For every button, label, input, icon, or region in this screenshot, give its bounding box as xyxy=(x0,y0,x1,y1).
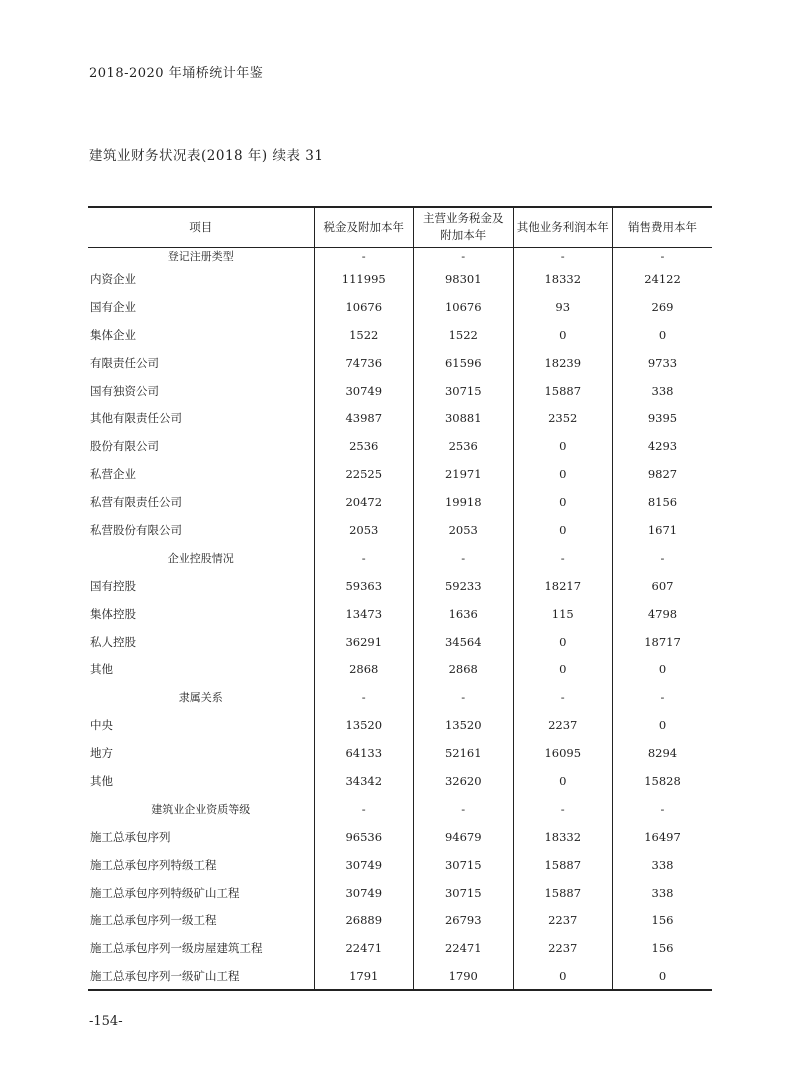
row-label: 有限责任公司 xyxy=(90,355,159,370)
cell-value: - xyxy=(414,247,514,265)
financial-table xyxy=(88,206,712,991)
cell-value: 0 xyxy=(513,460,613,488)
row-label: 其他 xyxy=(90,662,113,677)
cell-value: - xyxy=(513,247,613,265)
table-row xyxy=(88,293,712,321)
cell-value: - xyxy=(414,544,514,572)
cell-value: 30749 xyxy=(314,377,414,405)
table-body xyxy=(88,247,712,990)
cell-value: 2868 xyxy=(314,655,414,683)
table-row xyxy=(88,851,712,879)
table-row xyxy=(88,934,712,962)
cell-value: 9827 xyxy=(613,460,713,488)
cell-value: 18717 xyxy=(613,628,713,656)
cell-value: - xyxy=(314,795,414,823)
row-label: 私营有限责任公司 xyxy=(90,495,182,510)
cell-value: 15887 xyxy=(513,851,613,879)
cell-value: 98301 xyxy=(414,265,514,293)
table-row xyxy=(88,906,712,934)
section-label: 隶属关系 xyxy=(178,691,223,705)
section-label: 建筑业企业资质等级 xyxy=(151,802,251,816)
header-main-business-tax: 主营业务税金及附加本年 xyxy=(414,207,514,247)
row-label: 施工总承包序列 xyxy=(90,829,171,844)
cell-value: 30715 xyxy=(414,377,514,405)
cell-value: 0 xyxy=(613,655,713,683)
cell-value: 18239 xyxy=(513,349,613,377)
cell-value: 26793 xyxy=(414,906,514,934)
row-label: 施工总承包序列一级房屋建筑工程 xyxy=(90,941,263,956)
cell-value: 24122 xyxy=(613,265,713,293)
cell-value: 10676 xyxy=(414,293,514,321)
cell-value: 32620 xyxy=(414,767,514,795)
cell-value: 20472 xyxy=(314,488,414,516)
cell-value: 4293 xyxy=(613,432,713,460)
cell-value: 94679 xyxy=(414,823,514,851)
cell-value: 59363 xyxy=(314,572,414,600)
table-row xyxy=(88,711,712,739)
cell-value: 30715 xyxy=(414,851,514,879)
row-label: 其他 xyxy=(90,773,113,788)
row-label: 私营股份有限公司 xyxy=(90,522,182,537)
cell-value: 96536 xyxy=(314,823,414,851)
cell-value: 34342 xyxy=(314,767,414,795)
cell-value: 30749 xyxy=(314,879,414,907)
cell-value: 34564 xyxy=(414,628,514,656)
cell-value: 13520 xyxy=(314,711,414,739)
cell-value: 2053 xyxy=(414,516,514,544)
cell-value: - xyxy=(613,544,713,572)
cell-value: - xyxy=(414,683,514,711)
cell-value: 64133 xyxy=(314,739,414,767)
cell-value: 43987 xyxy=(314,404,414,432)
cell-value: - xyxy=(314,544,414,572)
table-row xyxy=(88,516,712,544)
cell-value: 26889 xyxy=(314,906,414,934)
cell-value: 2536 xyxy=(314,432,414,460)
cell-value: 30749 xyxy=(314,851,414,879)
table-row xyxy=(88,572,712,600)
cell-value: 8156 xyxy=(613,488,713,516)
row-label: 国有独资公司 xyxy=(90,383,159,398)
table-row xyxy=(88,655,712,683)
table-header-row xyxy=(88,207,712,247)
cell-value: 2237 xyxy=(513,934,613,962)
table-row xyxy=(88,432,712,460)
cell-value: 9733 xyxy=(613,349,713,377)
cell-value: 111995 xyxy=(314,265,414,293)
section-row xyxy=(88,683,712,711)
cell-value: 156 xyxy=(613,934,713,962)
header-other-business-profit: 其他业务利润本年 xyxy=(513,207,613,247)
cell-value: 19918 xyxy=(414,488,514,516)
cell-value: 18332 xyxy=(513,265,613,293)
cell-value: - xyxy=(414,795,514,823)
cell-value: - xyxy=(314,247,414,265)
row-label: 私人控股 xyxy=(90,634,136,649)
table-title: 建筑业财务状况表(2018 年) 续表 31 xyxy=(89,148,324,164)
cell-value: 15828 xyxy=(613,767,713,795)
cell-value: 36291 xyxy=(314,628,414,656)
cell-value: 22525 xyxy=(314,460,414,488)
cell-value: 13520 xyxy=(414,711,514,739)
row-label: 内资企业 xyxy=(90,271,136,286)
table-row xyxy=(88,488,712,516)
cell-value: 115 xyxy=(513,600,613,628)
cell-value: 18217 xyxy=(513,572,613,600)
cell-value: 0 xyxy=(513,516,613,544)
cell-value: - xyxy=(513,683,613,711)
section-row xyxy=(88,544,712,572)
header-item: 项目 xyxy=(88,207,314,247)
cell-value: 338 xyxy=(613,377,713,405)
section-label: 登记注册类型 xyxy=(167,250,234,264)
cell-value: - xyxy=(513,544,613,572)
table-row xyxy=(88,823,712,851)
row-label: 施工总承包序列特级矿山工程 xyxy=(90,885,240,900)
header-tax-surcharges: 税金及附加本年 xyxy=(314,207,414,247)
cell-value: 0 xyxy=(513,321,613,349)
cell-value: 22471 xyxy=(314,934,414,962)
cell-value: 4798 xyxy=(613,600,713,628)
row-label: 施工总承包序列一级矿山工程 xyxy=(88,962,314,990)
cell-value: 93 xyxy=(513,293,613,321)
table-row xyxy=(88,349,712,377)
cell-value: 0 xyxy=(513,767,613,795)
row-label: 地方 xyxy=(90,746,113,761)
cell-value: 0 xyxy=(613,321,713,349)
cell-value: 15887 xyxy=(513,879,613,907)
cell-value: 1636 xyxy=(414,600,514,628)
section-row xyxy=(88,795,712,823)
row-label: 国有控股 xyxy=(90,578,136,593)
cell-value: 59233 xyxy=(414,572,514,600)
table-row xyxy=(88,600,712,628)
row-label: 集体企业 xyxy=(90,327,136,342)
cell-value: 0 xyxy=(613,962,713,990)
cell-value: 338 xyxy=(613,879,713,907)
cell-value: 1790 xyxy=(414,962,514,990)
cell-value: - xyxy=(613,683,713,711)
table-row xyxy=(88,879,712,907)
table-row xyxy=(88,962,712,990)
cell-value: 0 xyxy=(513,488,613,516)
row-label: 施工总承包序列一级工程 xyxy=(90,913,217,928)
row-label: 施工总承包序列特级工程 xyxy=(90,857,217,872)
table-row xyxy=(88,628,712,656)
section-row xyxy=(88,247,712,265)
cell-value: 61596 xyxy=(414,349,514,377)
cell-value: 2868 xyxy=(414,655,514,683)
cell-value: - xyxy=(613,795,713,823)
cell-value: 22471 xyxy=(414,934,514,962)
row-label: 集体控股 xyxy=(90,606,136,621)
cell-value: 2053 xyxy=(314,516,414,544)
cell-value: 0 xyxy=(513,432,613,460)
cell-value: 269 xyxy=(613,293,713,321)
table-row xyxy=(88,767,712,795)
cell-value: 52161 xyxy=(414,739,514,767)
cell-value: 2237 xyxy=(513,906,613,934)
cell-value: 21971 xyxy=(414,460,514,488)
cell-value: 338 xyxy=(613,851,713,879)
cell-value: 2536 xyxy=(414,432,514,460)
cell-value: 30715 xyxy=(414,879,514,907)
table-row xyxy=(88,739,712,767)
cell-value: 607 xyxy=(613,572,713,600)
cell-value: 2237 xyxy=(513,711,613,739)
row-label: 其他有限责任公司 xyxy=(90,411,182,426)
row-label: 股份有限公司 xyxy=(90,439,159,454)
cell-value: 10676 xyxy=(314,293,414,321)
row-label: 私营企业 xyxy=(90,467,136,482)
row-label: 国有企业 xyxy=(90,299,136,314)
cell-value: 30881 xyxy=(414,404,514,432)
cell-value: 1522 xyxy=(414,321,514,349)
cell-value: 13473 xyxy=(314,600,414,628)
cell-value: 8294 xyxy=(613,739,713,767)
row-label: 中央 xyxy=(90,718,113,733)
header-selling-expenses: 销售费用本年 xyxy=(613,207,713,247)
cell-value: 0 xyxy=(613,711,713,739)
table-row xyxy=(88,265,712,293)
cell-value: 1522 xyxy=(314,321,414,349)
cell-value: 16095 xyxy=(513,739,613,767)
cell-value: 0 xyxy=(513,962,613,990)
cell-value: 0 xyxy=(513,628,613,656)
cell-value: - xyxy=(513,795,613,823)
section-label: 企业控股情况 xyxy=(167,551,234,565)
table-row xyxy=(88,321,712,349)
table-row xyxy=(88,460,712,488)
cell-value: - xyxy=(314,683,414,711)
cell-value: 74736 xyxy=(314,349,414,377)
cell-value: 18332 xyxy=(513,823,613,851)
cell-value: 1671 xyxy=(613,516,713,544)
cell-value: 16497 xyxy=(613,823,713,851)
running-head: 2018-2020 年埇桥统计年鉴 xyxy=(89,66,264,81)
cell-value: 15887 xyxy=(513,377,613,405)
table-row xyxy=(88,377,712,405)
cell-value: - xyxy=(613,247,713,265)
cell-value: 1791 xyxy=(314,962,414,990)
cell-value: 156 xyxy=(613,906,713,934)
cell-value: 2352 xyxy=(513,404,613,432)
cell-value: 9395 xyxy=(613,404,713,432)
page-number: -154- xyxy=(89,1014,123,1029)
cell-value: 0 xyxy=(513,655,613,683)
table-row xyxy=(88,404,712,432)
